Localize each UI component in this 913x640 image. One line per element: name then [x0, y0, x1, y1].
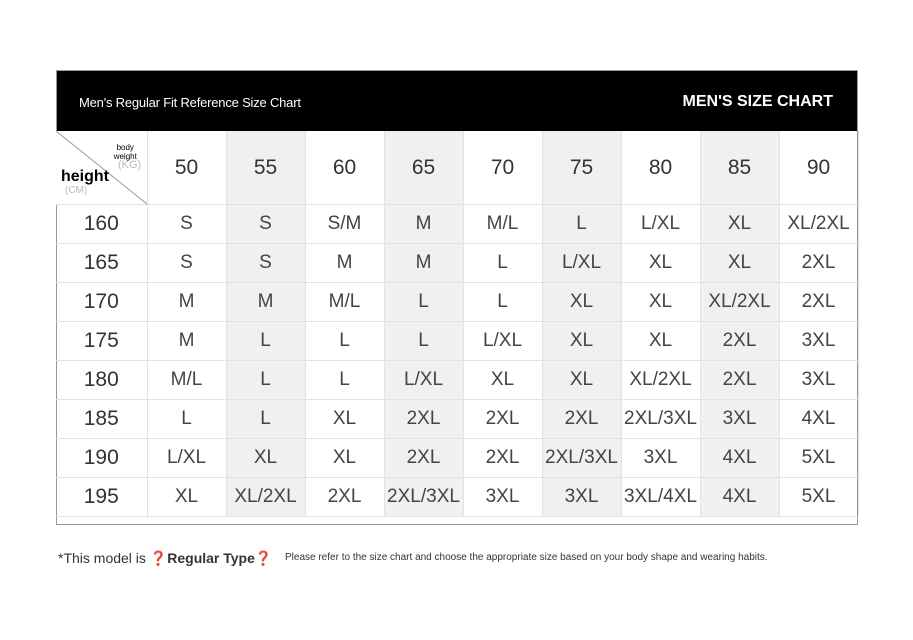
size-cell: 2XL	[305, 478, 384, 517]
size-cell: XL	[463, 361, 542, 400]
kg-unit: (KG)	[118, 159, 142, 171]
weight-header-row	[56, 131, 858, 205]
size-cell: L	[463, 244, 542, 283]
size-cell: 3XL	[463, 478, 542, 517]
size-cell: 5XL	[779, 439, 858, 478]
height-value: 180	[56, 361, 147, 400]
table-row	[56, 439, 858, 478]
chart-title: Men's Regular Fit Reference Size Chart	[79, 95, 301, 110]
table-row	[56, 400, 858, 439]
weight-header: 90	[779, 131, 858, 205]
size-cell: XL	[700, 205, 779, 244]
size-cell: 2XL	[700, 361, 779, 400]
size-cell: S/M	[305, 205, 384, 244]
height-value: 185	[56, 400, 147, 439]
size-table	[56, 131, 859, 517]
size-cell: 2XL/3XL	[542, 439, 621, 478]
size-cell: XL/2XL	[779, 205, 858, 244]
size-cell: 2XL	[779, 283, 858, 322]
size-cell: M	[384, 205, 463, 244]
size-cell: L	[147, 400, 226, 439]
height-value: 160	[56, 205, 147, 244]
size-cell: S	[147, 244, 226, 283]
weight-header: 80	[621, 131, 700, 205]
size-chart	[56, 70, 858, 525]
size-cell: L/XL	[463, 322, 542, 361]
table-row	[56, 361, 858, 400]
size-cell: S	[226, 244, 305, 283]
size-cell: 2XL	[700, 322, 779, 361]
size-cell: 2XL/3XL	[384, 478, 463, 517]
size-cell: L	[226, 322, 305, 361]
height-value: 190	[56, 439, 147, 478]
size-cell: M	[305, 244, 384, 283]
size-cell: L	[384, 322, 463, 361]
model-note-text: *This model is	[58, 550, 150, 566]
height-value: 175	[56, 322, 147, 361]
size-cell: 2XL	[463, 400, 542, 439]
size-cell: 2XL/3XL	[621, 400, 700, 439]
weight-header: 50	[147, 131, 226, 205]
size-cell: M	[147, 283, 226, 322]
size-cell: 5XL	[779, 478, 858, 517]
size-cell: M	[147, 322, 226, 361]
size-cell: XL	[700, 244, 779, 283]
weight-header: 55	[226, 131, 305, 205]
size-cell: XL	[542, 322, 621, 361]
size-cell: 2XL	[542, 400, 621, 439]
weight-header: 75	[542, 131, 621, 205]
size-cell: M	[384, 244, 463, 283]
size-cell: XL	[542, 361, 621, 400]
size-cell: 2XL	[463, 439, 542, 478]
size-cell: 4XL	[779, 400, 858, 439]
size-cell: XL	[621, 322, 700, 361]
size-cell: 2XL	[779, 244, 858, 283]
size-cell: L	[384, 283, 463, 322]
table-row	[56, 244, 858, 283]
size-cell: 4XL	[700, 478, 779, 517]
weight-header: 65	[384, 131, 463, 205]
weight-header: 60	[305, 131, 384, 205]
size-cell: XL/2XL	[700, 283, 779, 322]
size-cell: L	[226, 400, 305, 439]
size-cell: L	[463, 283, 542, 322]
chart-header	[57, 71, 857, 131]
weight-header: 85	[700, 131, 779, 205]
size-cell: XL	[305, 400, 384, 439]
size-cell: S	[226, 205, 305, 244]
model-type: ❓Regular Type❓	[149, 550, 273, 566]
size-cell: L	[305, 322, 384, 361]
size-cell: M/L	[463, 205, 542, 244]
height-value: 170	[56, 283, 147, 322]
height-value: 165	[56, 244, 147, 283]
size-cell: 3XL	[779, 322, 858, 361]
size-cell: S	[147, 205, 226, 244]
table-row	[56, 322, 858, 361]
size-cell: L	[542, 205, 621, 244]
height-value: 195	[56, 478, 147, 517]
size-cell: XL	[621, 244, 700, 283]
size-cell: L/XL	[542, 244, 621, 283]
size-cell: XL	[226, 439, 305, 478]
size-advice: Please refer to the size chart and choose the appropriate size based on your body shape and wearing habits.	[285, 552, 768, 563]
corner-cell	[56, 131, 147, 205]
size-cell: XL/2XL	[226, 478, 305, 517]
size-cell: M/L	[305, 283, 384, 322]
size-cell: XL	[542, 283, 621, 322]
size-cell: L/XL	[384, 361, 463, 400]
weight-header: 70	[463, 131, 542, 205]
model-note	[58, 550, 272, 567]
size-cell: 2XL	[384, 400, 463, 439]
size-cell: L	[226, 361, 305, 400]
size-cell: 3XL	[700, 400, 779, 439]
table-row	[56, 205, 858, 244]
size-cell: XL/2XL	[621, 361, 700, 400]
size-cell: XL	[621, 283, 700, 322]
size-cell: L/XL	[147, 439, 226, 478]
height-label: height	[61, 168, 109, 185]
size-cell: 3XL/4XL	[621, 478, 700, 517]
size-cell: 3XL	[779, 361, 858, 400]
size-cell: L/XL	[621, 205, 700, 244]
size-cell: 3XL	[621, 439, 700, 478]
size-cell: 4XL	[700, 439, 779, 478]
size-cell: XL	[305, 439, 384, 478]
size-cell: M/L	[147, 361, 226, 400]
table-row	[56, 478, 858, 517]
size-cell: XL	[147, 478, 226, 517]
body-weight-label: body weight	[113, 143, 137, 161]
size-cell: L	[305, 361, 384, 400]
table-row	[56, 283, 858, 322]
size-cell: M	[226, 283, 305, 322]
size-cell: 2XL	[384, 439, 463, 478]
size-cell: 3XL	[542, 478, 621, 517]
cm-unit: (CM)	[65, 185, 88, 196]
chart-label: MEN'S SIZE CHART	[682, 93, 833, 110]
